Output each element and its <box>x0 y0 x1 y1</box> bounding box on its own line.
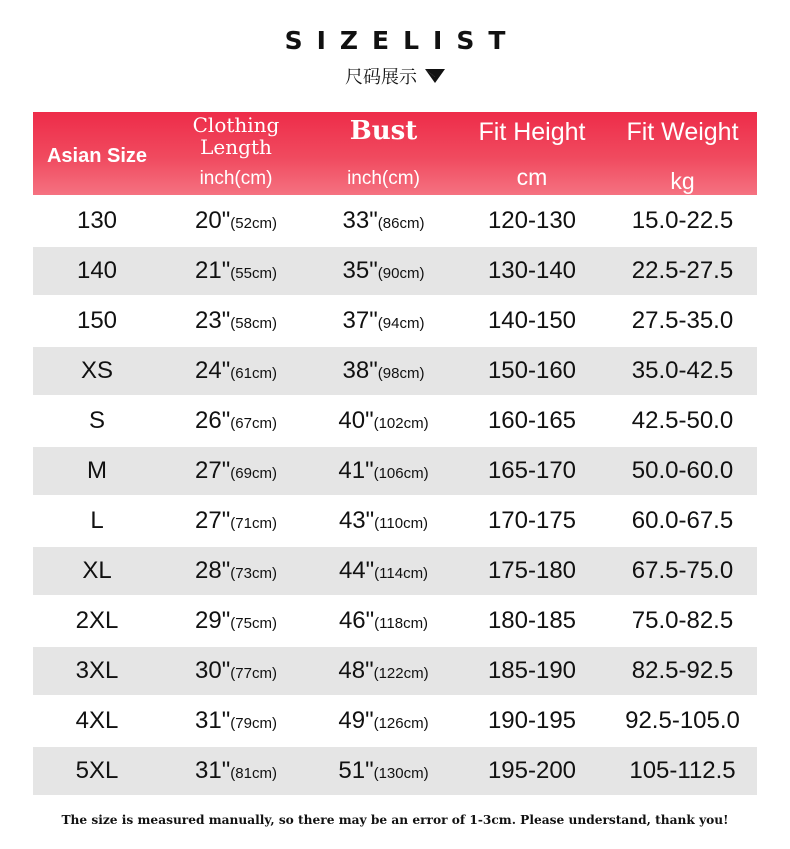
bust-cell <box>311 647 456 695</box>
length-cm: (81cm) <box>230 765 277 782</box>
header-fit-height-label: Fit Height <box>478 118 586 146</box>
bust-inch: 44" <box>338 557 375 584</box>
table-row <box>33 447 757 495</box>
size-cell: 4XL <box>75 707 119 734</box>
bust-inch: 43" <box>338 507 375 534</box>
height-cell: 195-200 <box>487 757 577 784</box>
length-cell <box>161 347 311 395</box>
height-cell: 165-170 <box>487 457 577 484</box>
header-clothing-length-line1: Clothing <box>192 113 280 137</box>
size-cell: S <box>88 407 105 434</box>
table-row <box>33 247 757 295</box>
length-inch: 21" <box>195 257 231 284</box>
bust-cm: (98cm) <box>377 365 425 382</box>
bust-inch: 37" <box>342 307 378 334</box>
bust-cm: (90cm) <box>377 265 425 282</box>
size-cell: M <box>87 457 107 484</box>
bust-inch: 35" <box>342 257 378 284</box>
length-cm: (77cm) <box>230 665 277 682</box>
header-fit-weight-unit: kg <box>670 168 695 194</box>
header-clothing-length-line2: Length <box>200 135 272 159</box>
length-inch: 31" <box>195 707 231 734</box>
weight-cell: 42.5-50.0 <box>631 407 734 434</box>
bust-cm: (114cm) <box>374 565 429 582</box>
table-row <box>33 197 757 245</box>
table-row <box>33 347 757 395</box>
length-cm: (61cm) <box>230 365 277 382</box>
bust-cm: (86cm) <box>377 215 425 232</box>
length-cm: (79cm) <box>230 715 277 732</box>
bust-inch: 49" <box>338 707 374 734</box>
height-cell: 190-195 <box>487 707 577 734</box>
length-cm: (55cm) <box>230 265 277 282</box>
length-cell <box>161 597 311 645</box>
bust-cm: (126cm) <box>373 715 429 732</box>
bust-cm: (102cm) <box>373 415 429 432</box>
length-inch: 31" <box>195 757 231 784</box>
page-title: SIZELIST <box>284 26 520 55</box>
weight-cell: 75.0-82.5 <box>631 607 734 634</box>
bust-cm: (106cm) <box>373 465 429 482</box>
height-cell: 170-175 <box>487 507 577 534</box>
height-cell: 185-190 <box>487 657 577 684</box>
length-cm: (58cm) <box>230 315 277 332</box>
weight-cell: 35.0-42.5 <box>631 357 734 384</box>
header-clothing-length-label <box>161 114 311 158</box>
table-row <box>33 297 757 345</box>
bust-inch: 51" <box>338 757 374 784</box>
bust-cell <box>311 497 456 545</box>
length-inch: 23" <box>195 307 231 334</box>
bust-cell <box>311 197 456 245</box>
header-fit-weight <box>608 112 757 195</box>
bust-cell <box>311 697 456 745</box>
length-cm: (73cm) <box>230 565 277 582</box>
length-cell <box>161 497 311 545</box>
subtitle-text: 尺码展示 <box>345 67 417 88</box>
length-cm: (67cm) <box>230 415 277 432</box>
header-asian-size-label: Asian Size <box>46 145 148 167</box>
table-row <box>33 747 757 795</box>
table-row <box>33 597 757 645</box>
bust-inch: 48" <box>338 657 374 684</box>
length-cm: (75cm) <box>230 615 277 632</box>
size-cell: 130 <box>76 207 118 234</box>
length-cell <box>161 447 311 495</box>
length-inch: 27" <box>195 507 231 534</box>
length-cm: (71cm) <box>230 515 277 532</box>
weight-cell: 82.5-92.5 <box>631 657 734 684</box>
table-row <box>33 647 757 695</box>
height-cell: 175-180 <box>487 557 577 584</box>
length-inch: 29" <box>195 607 231 634</box>
header-bust <box>311 112 456 195</box>
bust-cm: (118cm) <box>374 615 429 632</box>
chevron-down-icon <box>425 68 445 84</box>
size-cell: 3XL <box>75 657 119 684</box>
size-cell: XL <box>82 557 112 584</box>
size-cell: 150 <box>76 307 118 334</box>
length-inch: 24" <box>195 357 231 384</box>
bust-cm: (110cm) <box>374 515 429 532</box>
height-cell: 140-150 <box>487 307 577 334</box>
header-clothing-length <box>161 112 311 195</box>
height-cell: 120-130 <box>487 207 577 234</box>
size-cell: 2XL <box>75 607 119 634</box>
length-cell <box>161 247 311 295</box>
header-fit-height-unit: cm <box>516 164 548 190</box>
length-inch: 20" <box>195 207 231 234</box>
weight-cell: 22.5-27.5 <box>631 257 734 284</box>
table-header <box>33 112 757 195</box>
weight-cell: 92.5-105.0 <box>625 707 740 734</box>
measurement-note: The size is measured manually, so there may be an error of 1-3cm. Please understand, thank you! <box>61 813 729 827</box>
table-row <box>33 547 757 595</box>
bust-cell <box>311 247 456 295</box>
table-row <box>33 397 757 445</box>
bust-cell <box>311 597 456 645</box>
bust-cell <box>311 297 456 345</box>
length-cell <box>161 747 311 795</box>
bust-cell <box>311 347 456 395</box>
weight-cell: 60.0-67.5 <box>631 507 734 534</box>
bust-cm: (94cm) <box>377 315 425 332</box>
weight-cell: 50.0-60.0 <box>631 457 734 484</box>
length-inch: 27" <box>195 457 231 484</box>
bust-cm: (130cm) <box>373 765 429 782</box>
length-cell <box>161 197 311 245</box>
height-cell: 130-140 <box>487 257 577 284</box>
bust-inch: 40" <box>338 407 374 434</box>
header-fit-weight-label: Fit Weight <box>626 118 739 146</box>
bust-inch: 41" <box>338 457 374 484</box>
size-cell: XS <box>80 357 113 384</box>
length-cell <box>161 647 311 695</box>
length-inch: 30" <box>195 657 231 684</box>
size-cell: 140 <box>76 257 118 284</box>
bust-cell <box>311 397 456 445</box>
table-row <box>33 497 757 545</box>
header-fit-height <box>456 112 608 195</box>
bust-cell <box>311 747 456 795</box>
length-cell <box>161 397 311 445</box>
weight-cell: 67.5-75.0 <box>631 557 734 584</box>
header-bust-unit: inch(cm) <box>347 168 420 189</box>
height-cell: 180-185 <box>487 607 577 634</box>
length-inch: 26" <box>195 407 231 434</box>
length-inch: 28" <box>195 557 231 584</box>
size-cell: L <box>90 507 104 534</box>
length-cm: (52cm) <box>230 215 277 232</box>
bust-inch: 46" <box>338 607 375 634</box>
bust-cm: (122cm) <box>373 665 429 682</box>
length-cell <box>161 547 311 595</box>
weight-cell: 27.5-35.0 <box>631 307 734 334</box>
table-row <box>33 697 757 745</box>
header-bust-label: Bust <box>349 116 418 146</box>
length-cell <box>161 697 311 745</box>
bust-cell <box>311 547 456 595</box>
header-asian-size <box>33 112 161 195</box>
height-cell: 160-165 <box>487 407 577 434</box>
bust-inch: 38" <box>342 357 378 384</box>
subtitle <box>0 64 790 88</box>
size-table <box>33 112 757 795</box>
length-cell <box>161 297 311 345</box>
header-clothing-length-unit: inch(cm) <box>199 168 273 189</box>
height-cell: 150-160 <box>487 357 577 384</box>
weight-cell: 15.0-22.5 <box>631 207 734 234</box>
bust-cell <box>311 447 456 495</box>
size-cell: 5XL <box>75 757 119 784</box>
length-cm: (69cm) <box>230 465 277 482</box>
weight-cell: 105-112.5 <box>629 757 736 784</box>
bust-inch: 33" <box>342 207 378 234</box>
